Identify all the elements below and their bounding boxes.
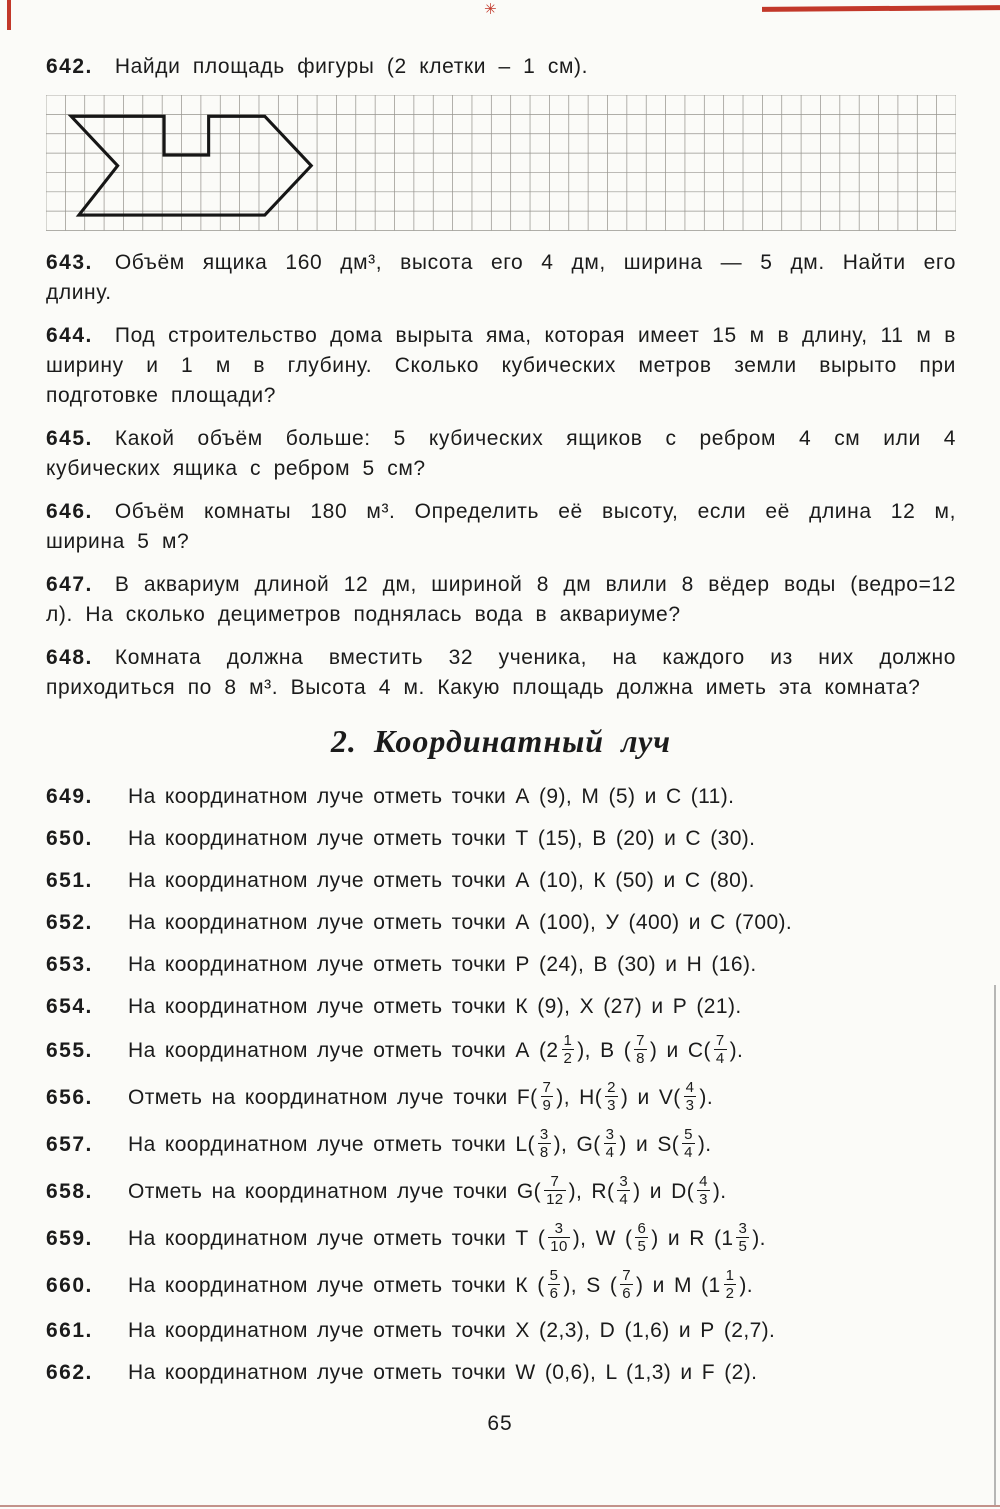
fraction: $\frac{5}{6}$ xyxy=(549,1266,559,1302)
problem-number: 656. xyxy=(46,1085,93,1109)
ray-problem-row xyxy=(46,908,956,938)
fraction: $\frac{4}{3}$ xyxy=(685,1078,695,1114)
arrow-figure-outline xyxy=(71,116,311,215)
problem-text: На координатном луче отметь точки W (0,6), L (1,3) и F (2). xyxy=(128,1360,758,1384)
fraction: $\frac{7}{6}$ xyxy=(622,1266,632,1302)
problem-number: 657. xyxy=(46,1132,93,1156)
problem-number: 662. xyxy=(46,1360,93,1384)
problem-text: На координатном луче отметь точки К ( $\frac{5}{6}$ ), S ( $\frac{7}{6}$ ) и М (1 $\frac{1}{2}$ ). xyxy=(128,1266,754,1302)
fraction: $\frac{3}{4}$ xyxy=(605,1125,615,1161)
problem-number: 643. xyxy=(46,250,93,274)
problem-paragraph xyxy=(46,52,956,82)
problem-paragraph xyxy=(46,321,956,411)
fraction: $\frac{7}{9}$ xyxy=(542,1078,552,1114)
ray-problem-row xyxy=(46,1358,956,1388)
ray-problem-row xyxy=(46,866,956,896)
ray-problem-row xyxy=(46,824,956,854)
ray-problem-row xyxy=(46,992,956,1022)
problem-text: На координатном луче отметь точки А (10), К (50) и С (80). xyxy=(128,868,755,892)
grid-figure-svg xyxy=(46,95,956,231)
problem-text: На координатном луче отметь точки А (100), У (400) и С (700). xyxy=(128,910,793,934)
fraction: $\frac{7}{12}$ xyxy=(546,1172,564,1208)
problem-text: На координатном луче отметь точки Р (24), В (30) и Н (16). xyxy=(128,952,757,976)
ray-problem-row xyxy=(46,1078,956,1116)
fraction: $\frac{1}{2}$ xyxy=(725,1266,735,1302)
problem-text: На координатном луче отметь точки А (9), М (5) и С (11). xyxy=(128,784,735,808)
problem-number: 646. xyxy=(46,499,93,523)
problem-text: Отметь на координатном луче точки G( $\frac{7}{12}$ ), R( $\frac{3}{4}$ ) и D( $\frac{4}{3}$ ). xyxy=(128,1172,727,1208)
problem-number: 649. xyxy=(46,784,93,808)
fraction: $\frac{3}{8}$ xyxy=(539,1125,549,1161)
grid-figure xyxy=(46,95,956,231)
fraction: $\frac{4}{3}$ xyxy=(699,1172,708,1208)
volume-problems xyxy=(46,248,956,703)
problem-text: На координатном луче отметь точки Т ( $\frac{3}{10}$ ), W ( $\frac{6}{5}$ ) и R (1 $\frac{3}{5}$ ). xyxy=(128,1219,766,1255)
fraction: $\frac{1}{2}$ xyxy=(563,1031,573,1067)
fraction: $\frac{7}{8}$ xyxy=(636,1031,645,1067)
problem-number: 650. xyxy=(46,826,93,850)
ray-problem-row xyxy=(46,1125,956,1163)
problem-number: 654. xyxy=(46,994,93,1018)
problem-number: 659. xyxy=(46,1226,93,1250)
fraction: $\frac{3}{4}$ xyxy=(619,1172,629,1208)
problem-text: На координатном луче отметь точки К (9), Х (27) и Р (21). xyxy=(128,994,742,1018)
problem-number: 655. xyxy=(46,1038,93,1062)
ray-problem-row xyxy=(46,1316,956,1346)
problem-paragraph xyxy=(46,248,956,308)
fraction: $\frac{3}{10}$ xyxy=(550,1219,568,1255)
problem-text: Объём ящика 160 дм³, высота его 4 дм, ширина — 5 дм. Найти его длину. xyxy=(46,250,956,304)
problem-text: На координатном луче отметь точки Х (2,3), D (1,6) и Р (2,7). xyxy=(128,1318,776,1342)
scan-artifact-red-left-icon xyxy=(7,0,11,30)
ray-problem-row xyxy=(46,1219,956,1257)
problem-number: 652. xyxy=(46,910,93,934)
problem-text: В аквариум длиной 12 дм, шириной 8 дм влили 8 вёдер воды (ведро=12 л). На сколько дециметров поднялась вода в аквариуме? xyxy=(46,572,956,626)
problem-number: 660. xyxy=(46,1273,93,1297)
problem-paragraph xyxy=(46,497,956,557)
problem-number: 647. xyxy=(46,572,93,596)
problem-paragraph xyxy=(46,643,956,703)
intro-problems xyxy=(46,52,956,82)
fraction: $\frac{6}{5}$ xyxy=(637,1219,647,1255)
problem-text: На координатном луче отметь точки А (2 $\frac{1}{2}$ ), В ( $\frac{7}{8}$ ) и С( $\frac{7}{4}$ ). xyxy=(128,1031,744,1067)
problem-paragraph xyxy=(46,570,956,630)
ray-problem-row xyxy=(46,1266,956,1304)
section-heading: 2. Координатный луч xyxy=(330,722,672,759)
ray-problems xyxy=(46,782,956,1388)
fraction: $\frac{3}{5}$ xyxy=(738,1219,748,1255)
problem-text: Комната должна вместить 32 ученика, на каждого из них должно приходиться по 8 м³. Высота 4 м. Какую площадь должна иметь эта комната? xyxy=(46,645,956,699)
fraction: $\frac{5}{4}$ xyxy=(684,1125,693,1161)
problem-number: 653. xyxy=(46,952,93,976)
problem-text: На координатном луче отметь точки Т (15), В (20) и С (30). xyxy=(128,826,756,850)
problem-number: 661. xyxy=(46,1318,93,1342)
problem-text: Объём комнаты 180 м³. Определить её высоту, если её длина 12 м, ширина 5 м? xyxy=(46,499,956,553)
fraction: $\frac{7}{4}$ xyxy=(715,1031,725,1067)
page-number: 65 xyxy=(487,1412,513,1435)
fraction: $\frac{2}{3}$ xyxy=(607,1078,616,1114)
ray-problem-row xyxy=(46,1031,956,1069)
problem-number: 645. xyxy=(46,426,93,450)
problem-text: На координатном луче отметь точки L( $\frac{3}{8}$ ), G( $\frac{3}{4}$ ) и S( $\frac{5}{4}$ ). xyxy=(128,1125,712,1161)
problem-paragraph xyxy=(46,424,956,484)
problem-number: 644. xyxy=(46,323,93,347)
problem-number: 658. xyxy=(46,1179,93,1203)
problem-text: Под строительство дома вырыта яма, которая имеет 15 м в длину, 11 м в ширину и 1 м в глубину. Сколько кубических метров земли вырыто при подготовке площади? xyxy=(46,323,956,407)
problem-number: 648. xyxy=(46,645,93,669)
problem-text: Какой объём больше: 5 кубических ящиков с ребром 4 см или 4 кубических ящика с ребром 5 см? xyxy=(46,426,956,480)
problem-text: Найди площадь фигуры (2 клетки – 1 см). xyxy=(114,55,589,78)
ray-problem-row xyxy=(46,782,956,812)
problem-text: Отметь на координатном луче точки F( $\frac{7}{9}$ ), H( $\frac{2}{3}$ ) и V( $\frac{4}{3}$ ). xyxy=(128,1078,714,1114)
ray-problem-row xyxy=(46,1172,956,1210)
ray-problem-row xyxy=(46,950,956,980)
problem-number: 651. xyxy=(46,868,93,892)
scan-artifact-star-icon: ✳ xyxy=(484,1,497,18)
scan-artifact-bottom-line xyxy=(0,1505,1000,1507)
problem-number: 642. xyxy=(46,55,93,78)
